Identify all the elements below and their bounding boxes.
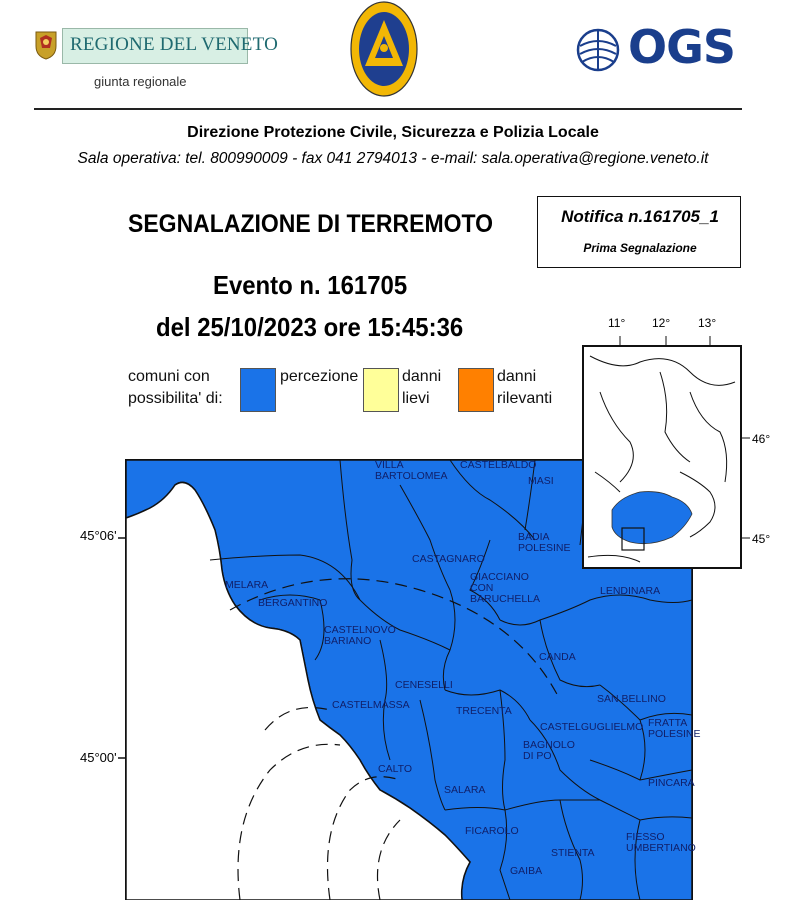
- inset-lon-11: 11°: [608, 316, 626, 330]
- legend-label-danni-lievi-2: lievi: [402, 390, 430, 407]
- lat-label-45-06: 45°06': [80, 528, 117, 543]
- legend-label-danni-rilevanti-2: rilevanti: [497, 390, 553, 407]
- notification-box: [537, 196, 741, 268]
- legend-intro-line1: comuni con: [128, 368, 210, 385]
- ogs-name: OGS: [628, 20, 735, 74]
- town-label: VILLA BARTOLOMEA: [375, 459, 448, 482]
- report-title: SEGNALAZIONE DI TERREMOTO: [128, 210, 494, 238]
- town-label: FIESSO UMBERTIANO: [626, 831, 696, 854]
- legend-label-danni-lievi-1: danni: [402, 368, 442, 385]
- legend-label-danni-rilevanti-1: danni: [497, 368, 537, 385]
- town-label: CANDA: [539, 651, 576, 663]
- legend: [128, 366, 223, 410]
- regione-veneto-logo: [34, 26, 278, 96]
- town-label: STIENTA: [551, 847, 595, 859]
- town-label: CENESELLI: [395, 679, 453, 691]
- legend-intro-line2: possibilita' di:: [128, 390, 223, 407]
- town-label: BAGNOLO DI PO: [523, 739, 575, 762]
- legend-swatch-danni-rilevanti: [458, 368, 494, 412]
- town-label: PINCARA: [648, 777, 695, 789]
- town-label: CALTO: [378, 763, 413, 775]
- town-label: GIACCIANO CON BARUCHELLA: [470, 571, 541, 605]
- legend-swatch-percezione: [240, 368, 276, 412]
- regione-name: REGIONE DEL VENETO: [70, 34, 278, 55]
- contact-line: Sala operativa: tel. 800990009 - fax 041 2794013 - e-mail: sala.operativa@regione.veneto.it: [77, 150, 709, 167]
- regione-subtitle: giunta regionale: [94, 74, 187, 89]
- town-label: CASTAGNARO: [412, 553, 485, 565]
- lat-label-45-00: 45°00': [80, 750, 117, 765]
- town-label: SALARA: [444, 784, 486, 796]
- town-label: CASTELMASSA: [332, 699, 410, 711]
- town-label: GAIBA: [510, 865, 543, 877]
- town-label: FRATTA POLESINE: [648, 717, 701, 740]
- inset-lon-13: 13°: [698, 316, 717, 330]
- ogs-globe-icon: [576, 22, 624, 85]
- town-label: TRECENTA: [456, 705, 512, 717]
- town-label: SAN BELLINO: [597, 693, 666, 705]
- ogs-logo: [576, 18, 740, 84]
- inset-map-graphic: [580, 332, 750, 572]
- notification-subtitle: Prima Segnalazione: [583, 241, 697, 255]
- town-label: CASTELBALDO: [460, 459, 537, 471]
- header-divider: [34, 108, 742, 110]
- notification-title: Notifica n.161705_1: [561, 207, 719, 226]
- inset-lat-45: 45°: [752, 532, 771, 546]
- department-line: Direzione Protezione Civile, Sicurezza e Polizia Locale: [187, 124, 599, 141]
- town-label: MELARA: [225, 579, 269, 591]
- protezione-civile-logo: [349, 0, 419, 98]
- town-label: MASI: [528, 475, 554, 487]
- legend-swatch-danni-lievi: [363, 368, 399, 412]
- town-label: CASTELNOVO BARIANO: [324, 624, 396, 647]
- veneto-coat-of-arms-icon: [34, 30, 58, 60]
- town-label: BADIA POLESINE: [518, 531, 571, 554]
- event-number: Evento n. 161705: [213, 270, 408, 300]
- inset-lat-46: 46°: [752, 432, 771, 446]
- town-label: LENDINARA: [600, 585, 661, 597]
- town-label: CASTELGUGLIELMO: [540, 721, 644, 733]
- town-label: FICAROLO: [465, 825, 519, 837]
- inset-lon-12: 12°: [652, 316, 671, 330]
- event-datetime: del 25/10/2023 ore 15:45:36: [156, 312, 464, 342]
- town-label: BERGANTINO: [258, 597, 328, 609]
- legend-label-percezione: percezione: [280, 368, 359, 385]
- inset-map: [580, 314, 780, 578]
- map-ticks: [118, 538, 126, 758]
